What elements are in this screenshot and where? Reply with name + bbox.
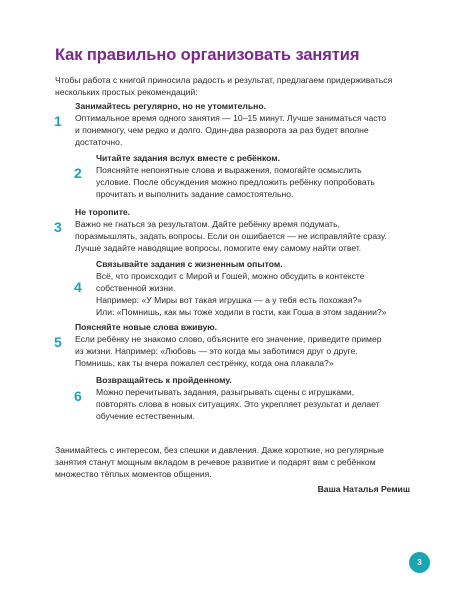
tip-number-4: 4 xyxy=(74,279,82,295)
tip-heading-1: Занимайтесь регулярно, но не утомительно. xyxy=(75,101,266,111)
tip-text-4: Всё, что происходит с Мирой и Гошей, можно обсудить в контексте собственной жизни. Например: «У Миры вот такая игрушка — а у тебя есть похожая?» Или: «Помнишь, как мы тоже ходили в гости, как Гоша в этом задании?» xyxy=(96,271,387,317)
outro-text: Занимайтесь с интересом, без спешки и давления. Даже короткие, но регулярные занятия станут мощным вкладом в речевое развитие и подарят вам с ребёнком множество тёплых моментов общения. xyxy=(55,445,384,479)
tip-heading-3: Не торопите. xyxy=(75,207,131,217)
intro-text: Чтобы работа с книгой приносила радость и результат, предлагаем придерживаться нескольких простых рекомендаций: xyxy=(55,75,393,97)
tip-5 xyxy=(75,321,435,369)
tip-text-6: Можно перечитывать задания, разыгрывать сцены с игрушками, повторять слова в новых ситуациях. Это укрепляет результат и делает обучение естественным. xyxy=(96,387,380,421)
tip-heading-5: Поясняйте новые слова вживую. xyxy=(75,322,218,332)
tip-number-5: 5 xyxy=(54,334,62,350)
tip-number-6: 6 xyxy=(74,388,82,404)
tip-6 xyxy=(96,374,436,422)
page-number-badge: 3 xyxy=(409,552,430,573)
tip-text-3: Важно не гнаться за результатом. Дайте ребёнку время подумать, поразмышлять, задать вопросы. Если он ошибается — не исправляйте сразу. Лучше задайте наводящие вопросы, помогите ему самому найти ответ. xyxy=(75,219,387,253)
tip-3 xyxy=(75,206,435,254)
tip-1 xyxy=(75,100,425,148)
tip-heading-6: Возвращайтесь к пройденному. xyxy=(96,375,232,385)
tip-text-2: Поясняйте непонятные слова и выражения, помогайте осмыслить условие. После обсуждения можно предложить ребёнку попробовать прочитать и выполнить задание самостоятельно. xyxy=(96,165,375,199)
tip-number-2: 2 xyxy=(74,165,82,181)
signature: Ваша Наталья Ремиш xyxy=(317,484,410,494)
tip-4 xyxy=(96,258,436,318)
page-title: Как правильно организовать занятия xyxy=(55,46,360,64)
tip-2 xyxy=(96,152,426,200)
tip-text-1: Оптимальное время одного занятия — 10–15 минут. Лучше заниматься часто и понемногу, чем редко и долго. Один-два разворота за раз будет вполне достаточно. xyxy=(75,113,387,147)
tip-text-5: Если ребёнку не знакомо слово, объясните его значение, приведите пример из жизни. Например: «Любовь — это когда мы заботимся друг о друге. Помнишь, как ты вчера пожалел сестрёнку, когда она плакала?» xyxy=(75,334,382,368)
tip-number-3: 3 xyxy=(54,219,62,235)
tip-heading-2: Читайте задания вслух вместе с ребёнком. xyxy=(96,153,281,163)
tip-number-1: 1 xyxy=(54,113,62,129)
tip-heading-4: Связывайте задания с жизненным опытом. xyxy=(96,259,283,269)
